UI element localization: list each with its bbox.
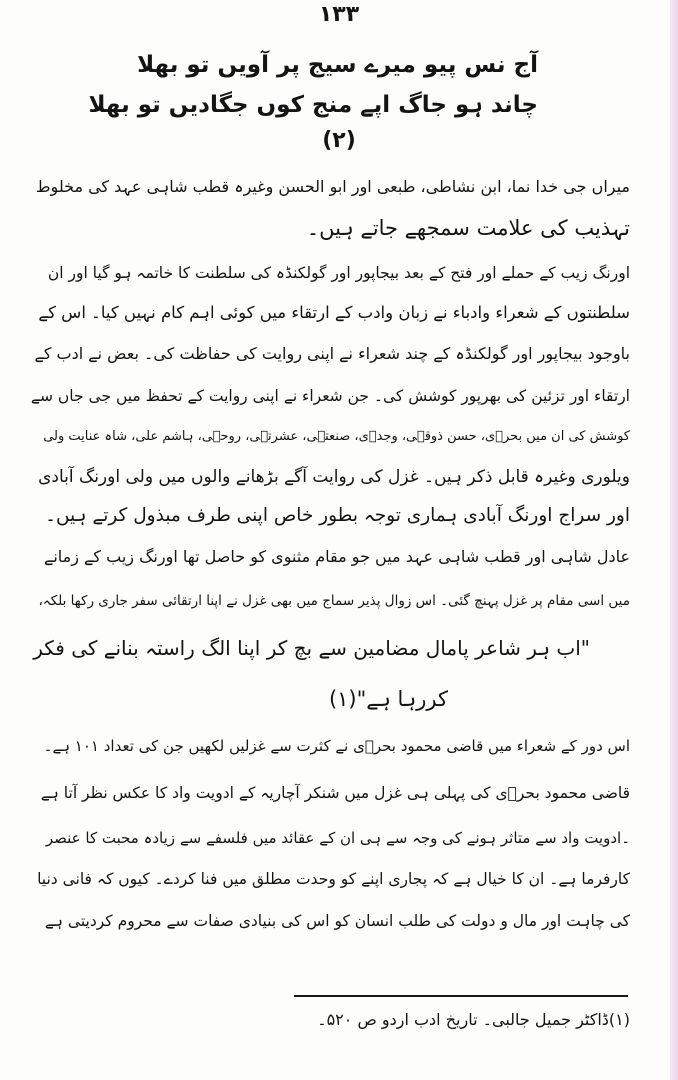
page-edge xyxy=(670,0,678,1080)
section-number: (۲) xyxy=(322,128,356,153)
paragraph-line: ویلوری وغیرہ قابل ذکر ہیں۔ غزل کی روایت آگے بڑھانے والوں میں ولی اورنگ آبادی xyxy=(38,467,630,487)
paragraph-line: کوشش کی ان میں بحرؔی، حسن ذوقؔی، وجدؔی، صنعتؔی، عشرتؔی، روحؔی، ہاشم علی، شاہ عنایت ولی xyxy=(43,429,630,444)
paragraph-line: اورنگ زیب کے حملے اور فتح کے بعد بیجاپور اور گولکنڈہ کی سلطنت کا خاتمہ ہو گیا اور ان xyxy=(47,264,630,282)
paragraph-line: میراں جی خدا نما، ابن نشاطی، طبعی اور ابو الحسن وغیرہ قطب شاہی عہد کی مخلوط xyxy=(35,177,630,196)
quote-line: کررہا ہے"(۱) xyxy=(328,687,448,711)
paragraph-line: میں اسی مقام پر غزل پہنچ گئی۔ اس زوال پذیر سماج میں بھی غزل نے اپنا ارتقائی سفر جاری رکھا بلکہ، xyxy=(38,593,630,609)
paragraph-line: سلطنتوں کے شعراء وادباء نے زبان وادب کے ارتقاء میں کوئی اہم کام نہیں کیا۔ اس کے xyxy=(38,303,630,322)
paragraph-line: کارفرما ہے۔ ان کا خیال ہے کہ پجاری اپنے کو وحدت مطلق میں فنا کردے۔ کیوں کہ فانی دنیا xyxy=(37,870,630,888)
quote-line: "اب ہر شاعر پامال مضامین سے بچ کر اپنا الگ راستہ بنانے کی فکر xyxy=(33,636,590,660)
paragraph-line: ۔ادویت واد سے متاثر ہونے کی وجہ سے ہی ان کے عقائد میں فلسفے سے زیادہ محبت کا عنصر xyxy=(45,829,630,847)
paragraph-line: تہذیب کی علامت سمجھے جاتے ہیں۔ xyxy=(306,216,630,240)
paragraph-line: ارتقاء اور تزئین کی بھرپور کوشش کی۔ جن شعراء نے اپنی روایت کے تحفظ میں جی جاں سے xyxy=(30,387,630,405)
paragraph-line: اور سراج اورنگ آبادی ہماری توجہ بطور خاص اپنی طرف مبذول کرتے ہیں۔ xyxy=(45,505,630,526)
paragraph-line: اس دور کے شعراء میں قاضی محمود بحرؔی نے کثرت سے غزلیں لکھیں جن کی تعداد ۱۰۱ ہے۔ xyxy=(43,737,630,755)
verse-line-1: آج نس پیو میرے سیج پر آویں تو بھلا xyxy=(137,52,538,78)
footnote: (۱)ڈاکٹر جمیل جالبی۔ تاریخ ادب اردو ص ۵۲۰۔ xyxy=(317,1010,630,1029)
paragraph-line: عادل شاہی اور قطب شاہی عہد میں جو مقام مثنوی کو حاصل تھا اورنگ زیب کے زمانے xyxy=(43,547,630,566)
footnote-divider xyxy=(294,995,628,997)
verse-line-2: چاند ہو جاگ اپے منج کوں جگادیں تو بھلا xyxy=(88,92,538,118)
paragraph-line: قاضی محمود بحرؔی کی پہلی ہی غزل میں شنکر آچاریہ کے ادویت واد کا عکس نظر آتا ہے xyxy=(40,784,630,802)
paragraph-line: باوجود بیجاپور اور گولکنڈہ کے چند شعراء نے اپنی روایت کی حفاظت کی۔ بعض نے ادب کے xyxy=(34,344,630,363)
paragraph-line: کی چاہت اور مال و دولت کی طلب انسان کو اس کی بنیادی صفات سے محروم کردیتی ہے xyxy=(44,912,630,930)
page-number: ۱۳۳ xyxy=(318,2,360,27)
